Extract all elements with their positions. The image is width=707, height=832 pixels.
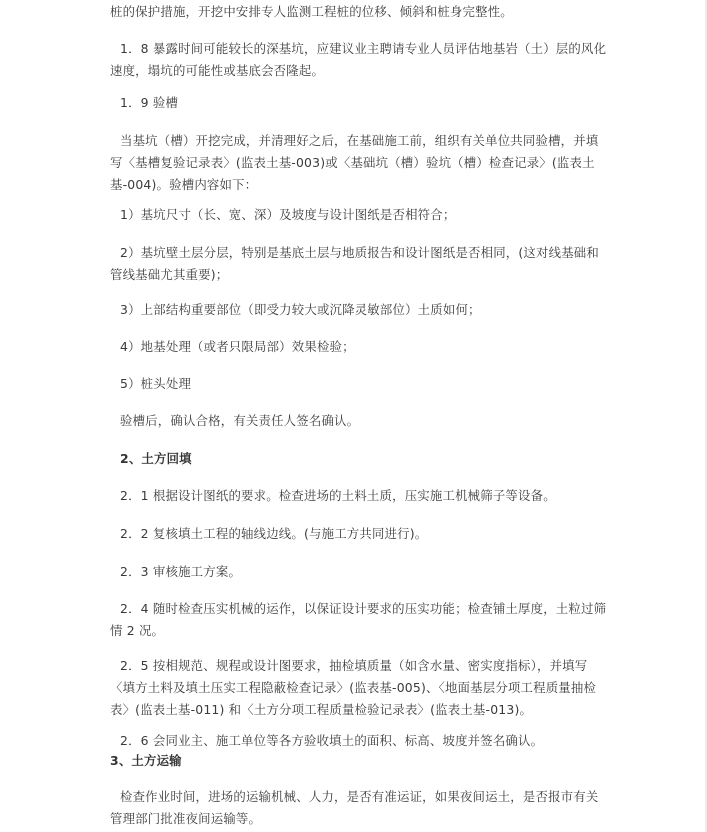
- list-item-2: 2）基坑壁土层分层，特别是基底土层与地质报告和设计图纸是否相同，(这对线基础和管线基础尤其重要)；: [110, 245, 599, 282]
- paragraph-transport-check: 检查作业时间，进场的运输机械、人力，是否有准运证，如果夜间运土，是否报市有关管理部门批准夜间运输等。: [110, 789, 599, 826]
- section-heading-transport: 3、土方运输: [110, 753, 182, 768]
- list-item-1: 1）基坑尺寸（长、宽、深）及坡度与设计图纸是否相符合；: [120, 207, 456, 222]
- paragraph-after-inspection: 验槽后，确认合格，有关责任人签名确认。: [120, 413, 360, 428]
- paragraph-2-4: 2．4 随时检查压实机械的运作，以保证设计要求的压实功能；检查铺土厚度，土粒过筛情 2 况。: [110, 601, 607, 638]
- paragraph-2-5: 2．5 按相规范、规程或设计图要求，抽检填质量（如含水量、密实度指标），并填写〈填方土料及填土压实工程隐蔽检查记录〉(监表基-005)、〈地面基层分项工程质量抽检表〉(监表土基-011) 和〈土方分项工程质量检验记录表〉(监表土基-013)。: [110, 658, 597, 717]
- section-heading-backfill: 2、土方回填: [120, 451, 192, 466]
- paragraph-2-3: 2．3 审核施工方案。: [120, 564, 242, 579]
- paragraph-2-6: 2．6 会同业主、施工单位等各方验收填土的面积、标高、坡度并签名确认。: [120, 733, 544, 748]
- paragraph-2-1: 2．1 根据设计图纸的要求。检查进场的土料土质，压实施工机械筛子等设备。: [120, 488, 556, 503]
- paragraph-2-2: 2．2 复核填土工程的轴线边线。(与施工方共同进行)。: [120, 526, 428, 541]
- paragraph-pile-protection: 桩的保护措施，开挖中安排专人监测工程桩的位移、倾斜和桩身完整性。: [110, 4, 513, 19]
- paragraph-inspection-intro: 当基坑（槽）开挖完成，并清理好之后，在基础施工前，组织有关单位共同验槽，并填写〈基槽复验记录表〉(监表土基-003)或〈基础坑（槽）验坑（槽）检查记录〉(监表土基-004)。验槽内容如下：: [110, 133, 599, 192]
- list-item-5: 5）桩头处理: [120, 376, 192, 391]
- list-item-3: 3）上部结构重要部位（即受力较大或沉降灵敏部位）土质如何；: [120, 302, 481, 317]
- paragraph-1-8: 1．8 暴露时间可能较长的深基坑，应建议业主聘请专业人员评估地基岩（土）层的风化速度，塌坑的可能性或基底会否隆起。: [110, 41, 607, 78]
- list-item-4: 4）地基处理（或者只限局部）效果检验；: [120, 339, 355, 354]
- heading-1-9: 1．9 验槽: [120, 95, 179, 110]
